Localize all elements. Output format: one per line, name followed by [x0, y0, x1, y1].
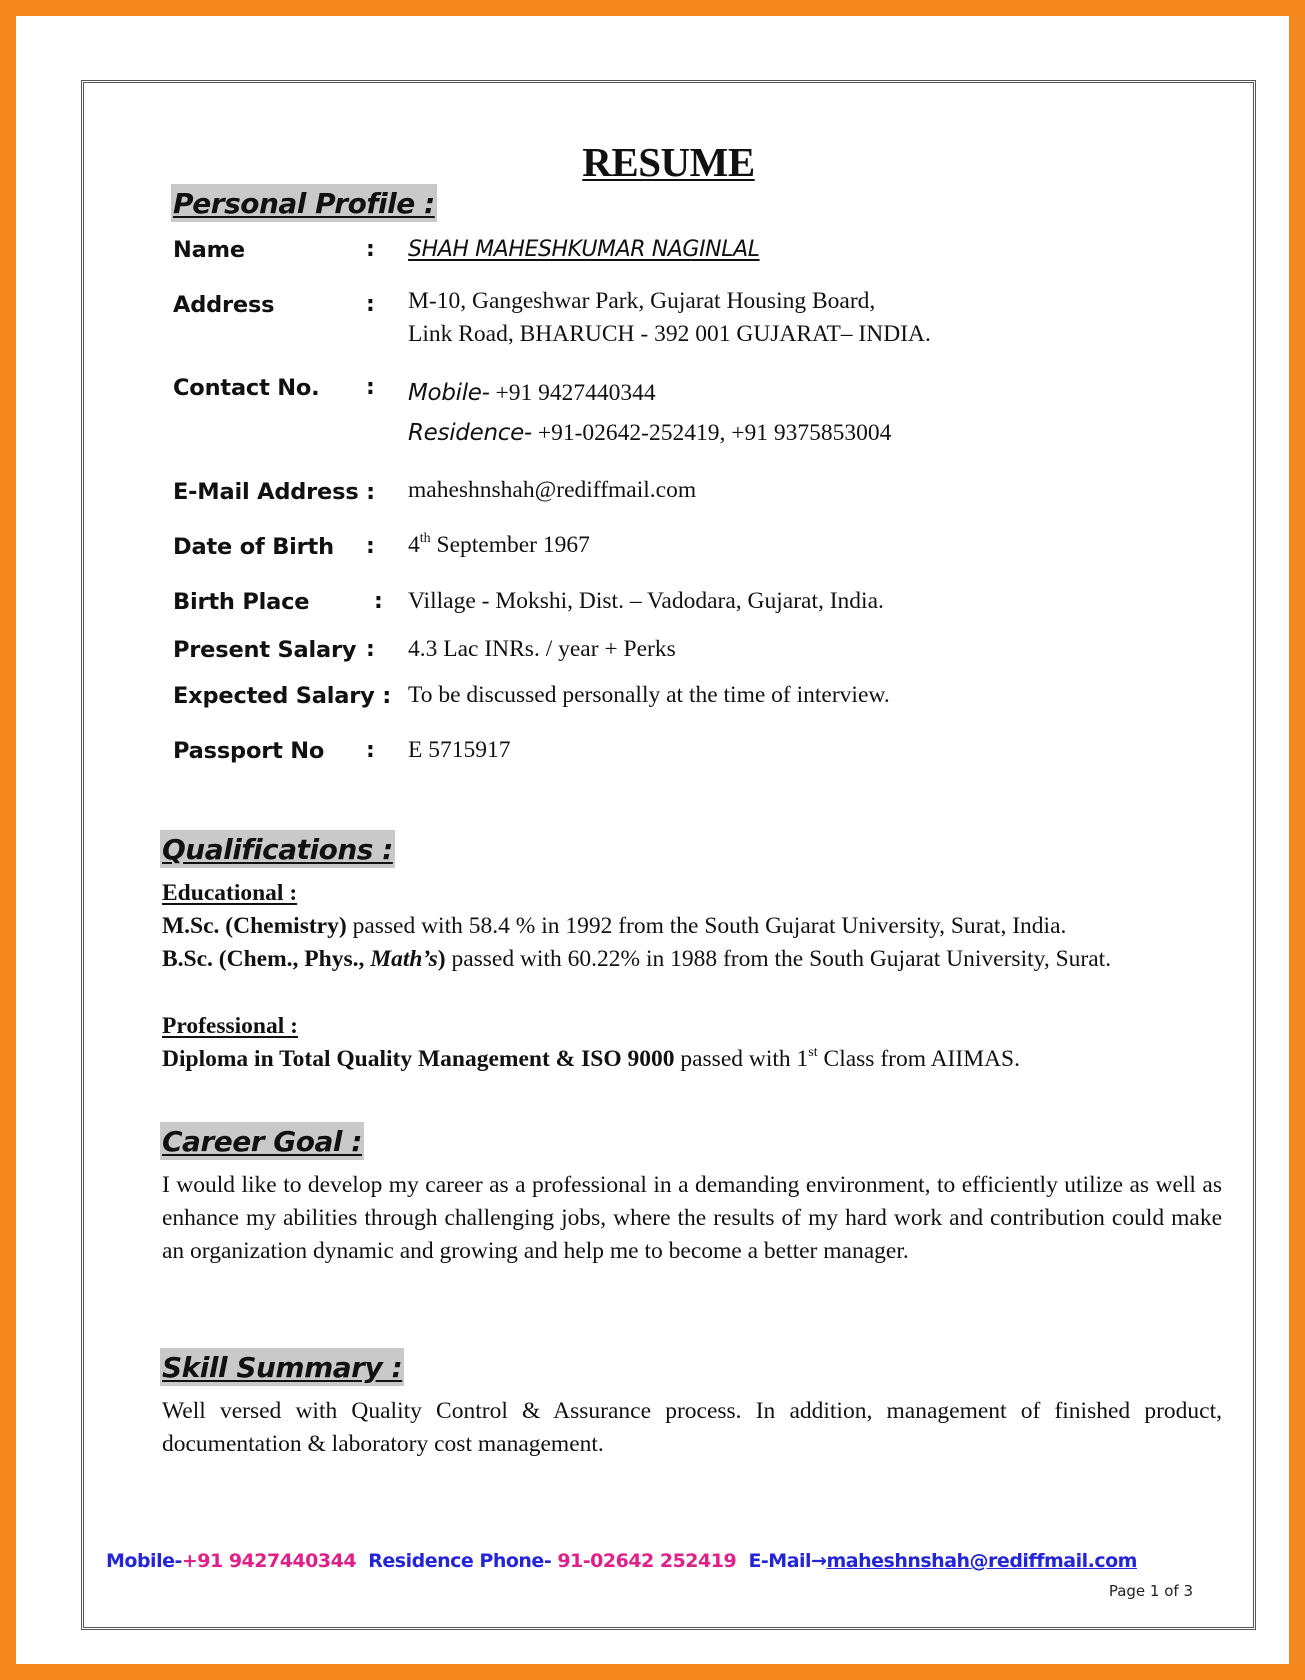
- passport-label: Passport No: [173, 738, 325, 764]
- birth-place-label: Birth Place: [173, 589, 310, 615]
- residence-tag: Residence-: [408, 420, 532, 446]
- residence-numbers: +91-02642-252419, +91 9375853004: [531, 420, 892, 446]
- dob-value: [408, 529, 590, 562]
- footer-mobile: +91 9427440344: [181, 1550, 357, 1572]
- personal-profile-heading: Personal Profile :: [171, 184, 437, 222]
- contact-label: Contact No.: [173, 375, 320, 401]
- bsc-maths: Math’s: [370, 946, 438, 972]
- address-line-2: Link Road, BHARUCH - 392 001 GUJARAT– INDIA.: [408, 321, 931, 347]
- footer-email-link[interactable]: maheshnshah@rediffmail.com: [826, 1550, 1137, 1572]
- skill-summary-text: Well versed with Quality Control & Assurance process. In addition, management of finished product, documentation & laboratory cost management.: [162, 1398, 1222, 1457]
- bsc-line: [162, 946, 1111, 973]
- mobile-line: [408, 373, 891, 413]
- bsc-details: passed with 60.22% in 1988 from the South Gujarat University, Surat.: [445, 946, 1112, 972]
- contact-colon: :: [366, 375, 375, 400]
- diploma-name: Diploma in Total Quality Management & ISO 9000: [162, 1046, 675, 1072]
- mobile-tag: Mobile-: [408, 380, 490, 406]
- educational-heading: Educational :: [162, 880, 298, 906]
- dob-day: 4: [408, 532, 420, 558]
- name-colon: :: [366, 237, 375, 262]
- career-goal-text: I would like to develop my career as a professional in a demanding environment, to efficiently utilize as well as enhance my abilities through challenging jobs, where the results of my hard work and contribution could make an organization dynamic and growing and help me to become a better manager.: [162, 1172, 1222, 1264]
- dob-rest: September 1967: [430, 532, 590, 558]
- page-number: Page 1 of 3: [1108, 1582, 1193, 1600]
- passport-colon: :: [366, 738, 375, 763]
- present-salary-label: Present Salary: [173, 637, 357, 663]
- resume-title: RESUME: [582, 139, 755, 185]
- career-goal-heading: Career Goal :: [160, 1122, 364, 1160]
- address-value: [408, 285, 931, 351]
- name-value: [408, 233, 760, 266]
- msc-line: [162, 913, 1066, 940]
- bsc-close: ): [437, 946, 446, 972]
- diploma-line: [162, 1046, 1020, 1073]
- residence-line: [408, 413, 891, 453]
- footer-residence: 91-02642 252419: [557, 1550, 737, 1572]
- email-label: E-Mail Address :: [173, 479, 375, 505]
- present-salary-colon: :: [366, 637, 375, 662]
- footer-mobile-label: Mobile-: [106, 1550, 182, 1572]
- birth-place-colon: :: [374, 589, 383, 614]
- professional-heading: Professional :: [162, 1013, 298, 1039]
- name-label: Name: [173, 237, 245, 263]
- diploma-rest: Class from AIIMAS.: [817, 1046, 1021, 1072]
- footer-contact: [106, 1550, 1137, 1572]
- birth-place-value: Village - Mokshi, Dist. – Vadodara, Gujarat, India.: [408, 588, 884, 614]
- diploma-mid: passed with 1: [674, 1046, 809, 1072]
- footer-residence-label: Residence Phone-: [368, 1550, 552, 1572]
- email-value: maheshnshah@rediffmail.com: [408, 477, 697, 503]
- address-label: Address: [173, 292, 275, 318]
- diploma-sup: st: [808, 1045, 818, 1060]
- qualifications-heading: Qualifications :: [160, 830, 395, 868]
- dob-label: Date of Birth: [173, 534, 334, 560]
- applicant-name: SHAH MAHESHKUMAR NAGINLAL: [408, 237, 760, 262]
- msc-degree: M.Sc. (Chemistry): [162, 913, 347, 939]
- dob-colon: :: [366, 534, 375, 559]
- footer-email-label: E-Mail→: [748, 1550, 827, 1572]
- present-salary-value: 4.3 Lac INRs. / year + Perks: [408, 636, 676, 662]
- address-line-1: M-10, Gangeshwar Park, Gujarat Housing Board,: [408, 288, 876, 314]
- contact-value: [408, 373, 891, 453]
- skill-summary-heading: Skill Summary :: [160, 1348, 404, 1386]
- expected-salary-label: Expected Salary :: [173, 683, 392, 709]
- passport-value: E 5715917: [408, 737, 511, 763]
- address-colon: :: [366, 292, 375, 317]
- mobile-number: +91 9427440344: [489, 380, 656, 406]
- expected-salary-value: To be discussed personally at the time of interview.: [408, 682, 890, 708]
- msc-details: passed with 58.4 % in 1992 from the South Gujarat University, Surat, India.: [346, 913, 1067, 939]
- dob-suffix: th: [419, 531, 431, 546]
- bsc-degree: B.Sc. (Chem., Phys.,: [162, 946, 371, 972]
